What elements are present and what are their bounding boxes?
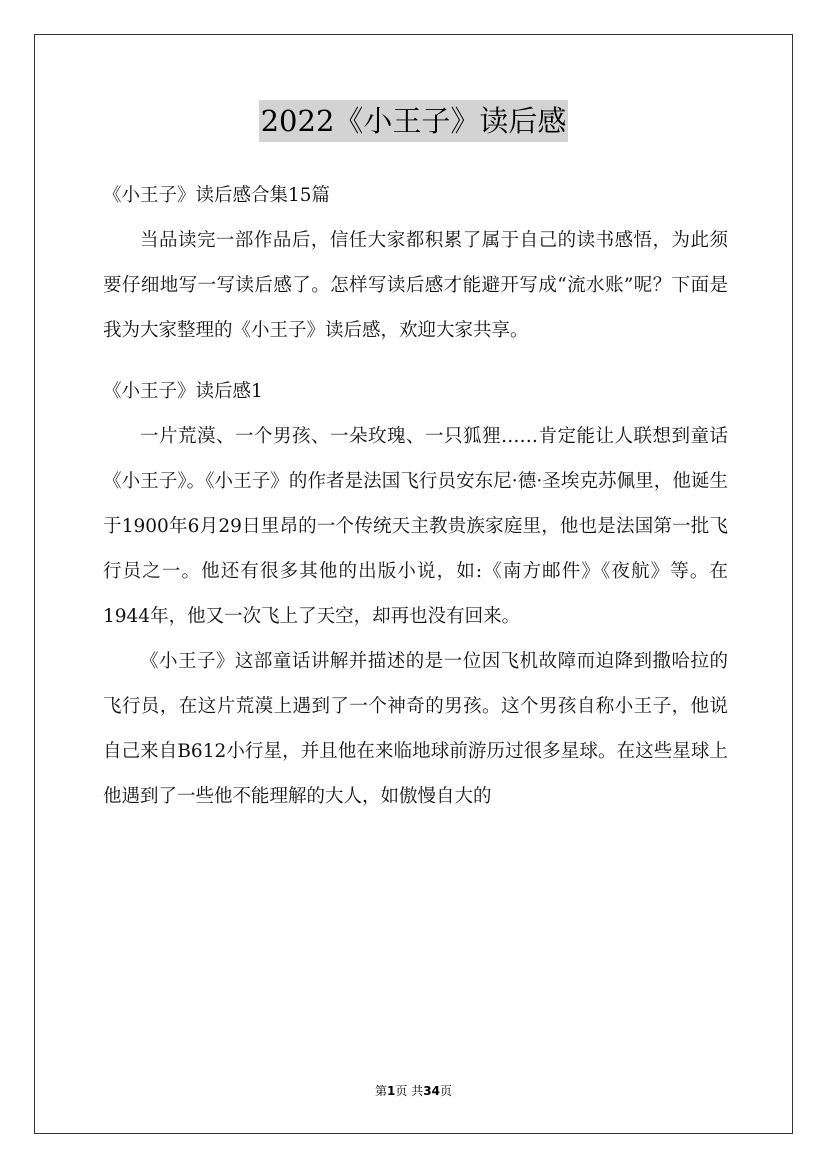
body-paragraph: 《小王子》这部童话讲解并描述的是一位因飞机故障而迫降到撒哈拉的飞行员，在这片荒漠上遇到了一个神奇的男孩。这个男孩自称小王子，他说自己来自B612小行星，并且他在来临地球前游历过很多星球。在这些星球上他遇到了一些他不能理解的大人，如傲慢自大的 <box>103 651 728 807</box>
section-title: 《小王子》读后感1 <box>103 381 263 402</box>
document-body <box>103 173 728 819</box>
page-footer <box>0 1082 827 1099</box>
document-title: 2022《小王子》读后感 <box>259 100 569 142</box>
title-container <box>0 100 827 142</box>
spacer <box>103 353 728 369</box>
intro-paragraph: 当品读完一部作品后，信任大家都积累了属于自己的读书感悟，为此须要仔细地写一写读后感了。怎样写读后感才能避开写成“流水账”呢？下面是我为大家整理的《小王子》读后感，欢迎大家共享。 <box>103 230 728 341</box>
document-subtitle: 《小王子》读后感合集15篇 <box>103 185 331 206</box>
footer-prefix: 第 <box>375 1084 388 1098</box>
footer-page-number: 1 <box>387 1084 396 1098</box>
body-paragraph: 一片荒漠、一个男孩、一朵玫瑰、一只狐狸……肯定能让人联想到童话《小王子》。《小王子》的作者是法国飞行员安东尼·德·圣埃克苏佩里，他诞生于1900年6月29日里昂的一个传统天主教贵族家庭里，他也是法国第一批飞行员之一。他还有很多其他的出版小说，如:《南方邮件》《夜航》等。在1944年，他又一次飞上了天空，却再也没有回来。 <box>103 426 728 627</box>
footer-total-pages: 34 <box>423 1084 440 1098</box>
footer-middle: 页 共 <box>395 1084 424 1098</box>
footer-suffix: 页 <box>439 1084 452 1098</box>
